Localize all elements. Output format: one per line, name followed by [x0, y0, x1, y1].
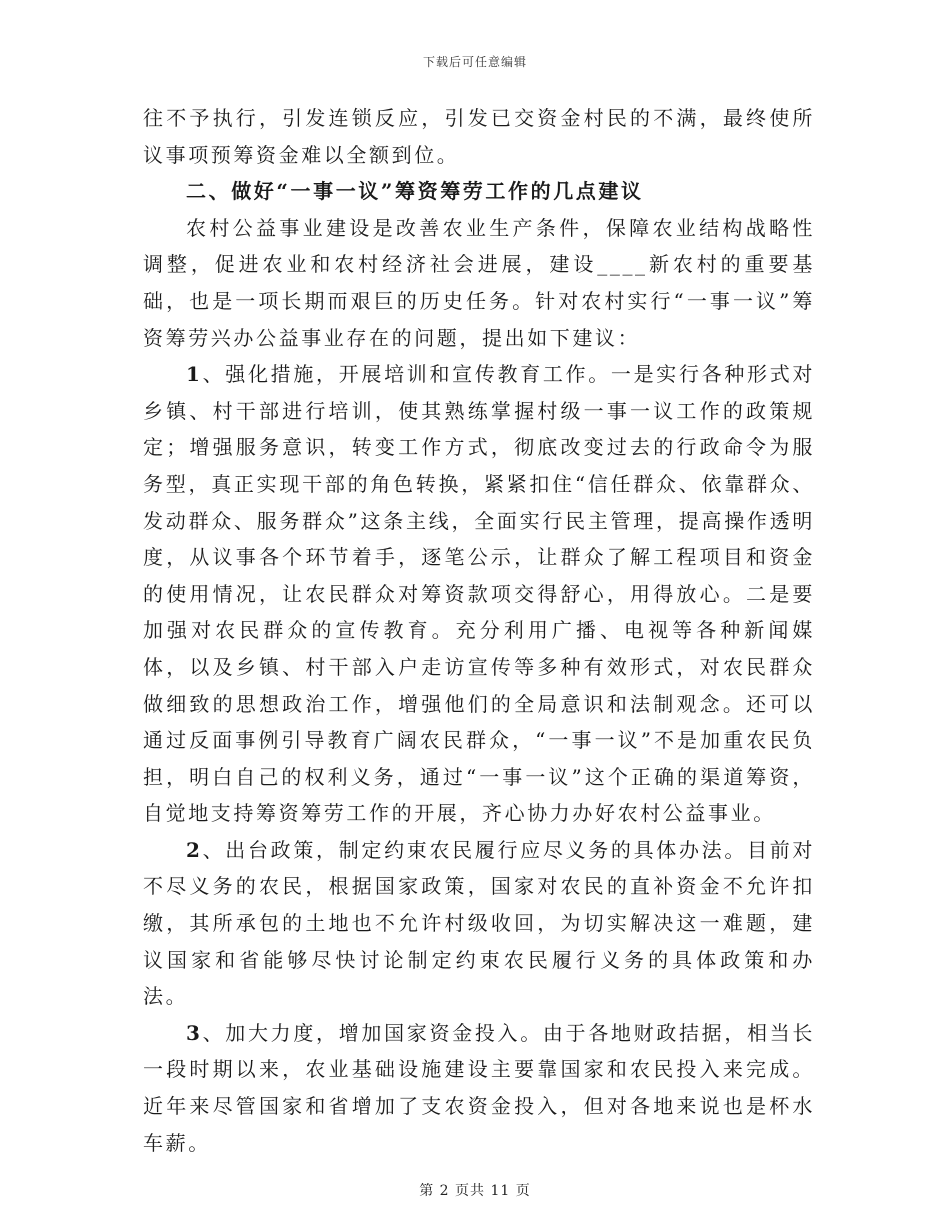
recommendation-1 [143, 356, 815, 832]
item-number: 3 [186, 1020, 203, 1045]
item-number: 1 [186, 362, 203, 387]
paragraph-continued: 往不予执行，引发连锁反应，引发已交资金村民的不满，最终使所议事项预筹资金难以全额到位。 [143, 106, 815, 167]
section-heading: 二、做好“一事一议”筹资筹劳工作的几点建议 [186, 179, 644, 204]
page-number: 第 2 页共 11 页 [419, 1183, 531, 1199]
paragraph-intro: 农村公益事业建设是改善农业生产条件，保障农业结构战略性调整，促进农业和农村经济社会进展，建设____新农村的重要基础，也是一项长期而艰巨的历史任务。针对农村实行“一事一议”筹资筹劳兴办公益事业存在的问题，提出如下建议： [143, 215, 815, 350]
page-header: 下载后可任意编辑 [422, 55, 527, 69]
item-text: 、出台政策，制定约束农民履行应尽义务的具体办法。目前对不尽义务的农民，根据国家政策，国家对农民的直补资金不允许扣缴，其所承包的土地也不允许村级收回，为切实解决这一难题，建议国家和省能够尽快讨论制定约束农民履行义务的具体政策和办法。 [143, 837, 815, 1009]
document-body [143, 100, 815, 1161]
item-number: 2 [186, 837, 203, 862]
recommendation-3 [143, 1015, 815, 1161]
recommendation-2 [143, 832, 815, 1015]
item-text: 、强化措施，开展培训和宣传教育工作。一是实行各种形式对乡镇、村干部进行培训，使其熟练掌握村级一事一议工作的政策规定；增强服务意识，转变工作方式，彻底改变过去的行政命令为服务型，真正实现干部的角色转换，紧紧扣住“信任群众、依靠群众、发动群众、服务群众”这条主线，全面实行民主管理，提高操作透明度，从议事各个环节着手，逐笔公示，让群众了解工程项目和资金的使用情况，让农民群众对筹资款项交得舒心，用得放心。二是要加强对农民群众的宣传教育。充分利用广播、电视等各种新闻媒体，以及乡镇、村干部入户走访宣传等多种有效形式，对农民群众做细致的思想政治工作，增强他们的全局意识和法制观念。还可以通过反面事例引导教育广阔农民群众，“一事一议”不是加重农民负担，明白自己的权利义务，通过“一事一议”这个正确的渠道筹资，自觉地支持筹资筹劳工作的开展，齐心协力办好农村公益事业。 [143, 362, 815, 826]
item-text: 、加大力度，增加国家资金投入。由于各地财政拮据，相当长一段时期以来，农业基础设施建设主要靠国家和农民投入来完成。近年来尽管国家和省增加了支农资金投入，但对各地来说也是杯水车薪。 [143, 1020, 815, 1155]
